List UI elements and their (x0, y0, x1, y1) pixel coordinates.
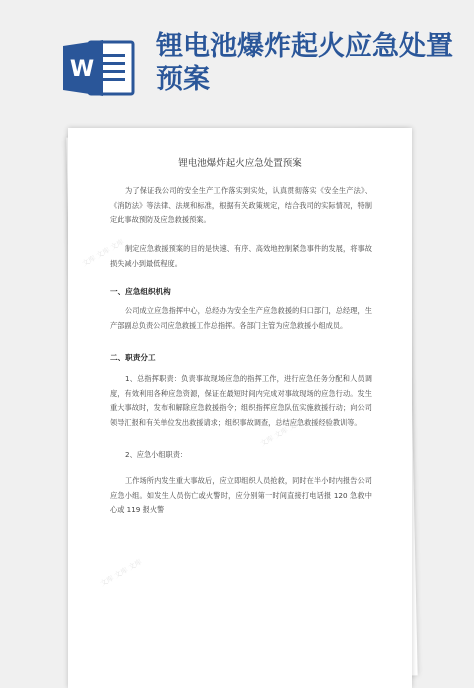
commander-duties-paragraph: 1、总指挥职责：负责事故现场应急的指挥工作，进行应急任务分配和人员调度，有效利用各种应急资源，保证在最短时间内完成对事故现场的应急行动。发生重大事故时，发布和解除应急救援指令；组织指挥应急队伍实施救援行动；向公司领导汇报和有关单位发出救援请求；组织事故调查，总结应急救援经验教训等。 (110, 374, 372, 427)
team-duties-paragraph: 工作场所内发生重大事故后，应立即组织人员抢救，同时在半小时内报告公司应急小组。如发生人员伤亡或火警时，应分别第一时间直接打电话报 120 急救中心或 119 报火警 (110, 476, 372, 514)
team-duties-heading: 2、应急小组职责： (125, 450, 188, 459)
organization-paragraph: 公司成立应急指挥中心，总经办为安全生产应急救援的归口部门，总经理，生产部副总负责公司应急救援工作总指挥。各部门主管为应急救援小组成员。 (110, 306, 372, 330)
word-document-icon (63, 38, 135, 98)
document-page (68, 128, 412, 688)
watermark: 文库 文库 文库 (99, 557, 144, 589)
document-title: 锂电池爆炸起火应急处置预案 (178, 158, 302, 169)
section-heading-organization: 一、应急组织机构 (110, 287, 171, 296)
watermark: 文库 文库 文库 (259, 417, 304, 449)
banner (0, 0, 474, 120)
purpose-paragraph: 制定应急救援预案的目的是快速、有序、高效地控制紧急事件的发展，将事故损失减小到最低程度。 (110, 244, 372, 268)
watermark: 文库 文库 文库 (81, 237, 126, 269)
section-heading-duties: 二、职责分工 (110, 353, 156, 362)
svg-text:W: W (69, 57, 95, 82)
banner-title: 锂电池爆炸起火应急处置预案 (156, 31, 453, 95)
intro-paragraph: 为了保证我公司的安全生产工作落实到实处，认真贯彻落实《安全生产法》、《消防法》等法律、法规和标准，根据有关政策规定，结合我司的实际情况，特制定此事故预防及应急救援预案。 (110, 186, 372, 224)
